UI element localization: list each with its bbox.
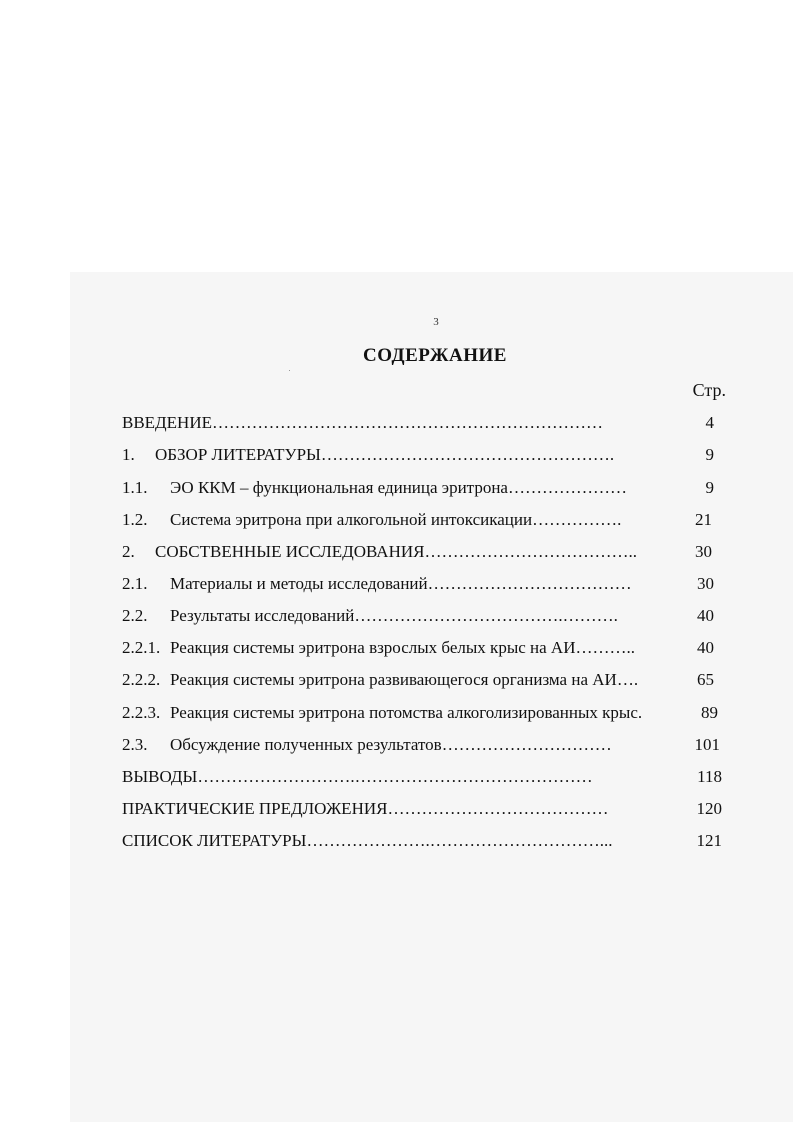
toc-entry-text — [122, 635, 635, 661]
toc-entry — [122, 700, 722, 726]
toc-entry — [122, 507, 722, 533]
toc-entry-dots: ……………………………….………. — [354, 606, 618, 625]
toc-entry-number: 2.2.1. — [122, 638, 161, 657]
toc-entry-dots: ……….. — [575, 638, 635, 657]
toc-entry-dots: ………………….…………………………... — [306, 831, 613, 850]
toc-entry-title: ВВЕДЕНИЕ — [122, 413, 212, 432]
toc-entry-title: ВЫВОДЫ — [122, 767, 198, 786]
toc-entry-page: 30 — [695, 542, 712, 561]
toc-entry-number: 1.2. — [122, 510, 148, 529]
toc-entry — [122, 410, 722, 436]
toc-entry-text — [122, 442, 614, 468]
page-number: 3 — [433, 316, 439, 328]
toc-entry-number: 2.2.3. — [122, 703, 161, 722]
toc-entry-page: 9 — [705, 478, 714, 497]
toc-entry — [122, 442, 722, 468]
toc-entry-text — [122, 571, 632, 597]
toc-entry-text — [122, 667, 638, 693]
toc-entry-title: Результаты исследований — [170, 606, 355, 625]
toc-entry-text — [122, 764, 593, 790]
toc-entry-dots: …. — [616, 670, 639, 689]
toc-entry-page: 89 — [701, 703, 718, 722]
toc-entry-title: Реакция системы эритрона потомства алкоголизированных крыс. — [170, 703, 643, 722]
toc-entry-page: 65 — [697, 670, 714, 689]
toc-entry-page: 30 — [697, 574, 714, 593]
toc-entry-number: 2.2. — [122, 606, 148, 625]
toc-entry-page: 9 — [705, 445, 714, 464]
toc-entry-page: 40 — [697, 606, 714, 625]
toc-entry-page: 120 — [696, 799, 722, 818]
toc-entry-text — [122, 507, 621, 533]
toc-entry-page: 118 — [697, 767, 722, 786]
toc-entry-text — [122, 796, 608, 822]
toc-entry-text — [122, 700, 642, 726]
toc-entry — [122, 796, 722, 822]
toc-entry — [122, 828, 722, 854]
toc-entry-title: ЭО ККМ – функциональная единица эритрона — [170, 478, 508, 497]
toc-entry-page: 121 — [696, 831, 722, 850]
toc-entry-number: 2.2.2. — [122, 670, 161, 689]
toc-entry-title: Реакция системы эритрона развивающегося организма на АИ — [170, 670, 617, 689]
toc-entry-text — [122, 410, 603, 436]
toc-entry-dots: …………………………………………………………… — [211, 413, 603, 432]
toc-entry — [122, 764, 722, 790]
toc-entry-number: 2.1. — [122, 574, 148, 593]
toc-entry-title: Реакция системы эритрона взрослых белых крыс на АИ — [170, 638, 576, 657]
toc-entry-dots: ……………………………….. — [424, 542, 637, 561]
toc-entry — [122, 667, 722, 693]
toc-entry-number: 2. — [122, 542, 135, 561]
toc-entry — [122, 571, 722, 597]
toc-entry-text — [122, 603, 618, 629]
toc-entry — [122, 732, 722, 758]
toc-entry — [122, 475, 722, 501]
toc-entry-dots: ………………………… — [441, 735, 612, 754]
toc-entry — [122, 603, 722, 629]
toc-entry-dots: ……………. — [532, 510, 622, 529]
toc-entry-number: 1.1. — [122, 478, 148, 497]
toc-entry-title: Материалы и методы исследований — [170, 574, 428, 593]
toc-entry-text — [122, 539, 637, 565]
toc-entry-number: 1. — [122, 445, 135, 464]
toc-entry — [122, 635, 722, 661]
toc-entry-dots: ……………………………… — [427, 574, 632, 593]
scan-speck — [289, 370, 290, 371]
toc-entry-dots: ……………………………………………. — [320, 445, 615, 464]
toc-entry-title: ОБЗОР ЛИТЕРАТУРЫ — [155, 445, 321, 464]
toc-entry-dots: ………………… — [507, 478, 627, 497]
page-column-label: Стр. — [692, 380, 726, 400]
toc-entry-page: 101 — [694, 735, 720, 754]
toc-entry — [122, 539, 722, 565]
toc-entry-title: ПРАКТИЧЕСКИЕ ПРЕДЛОЖЕНИЯ — [122, 799, 388, 818]
toc-entry-title: Система эритрона при алкогольной интоксикации — [170, 510, 533, 529]
toc-entry-title: Обсуждение полученных результатов — [170, 735, 442, 754]
toc-entry-page: 40 — [697, 638, 714, 657]
toc-entry-dots: ……………………….…………………………………… — [197, 767, 593, 786]
toc-entry-page: 4 — [705, 413, 714, 432]
toc-entry-title: СПИСОК ЛИТЕРАТУРЫ — [122, 831, 307, 850]
toc-entry-text — [122, 732, 612, 758]
toc-entry-page: 21 — [695, 510, 712, 529]
toc-entry-number: 2.3. — [122, 735, 148, 754]
page-title: СОДЕРЖАНИЕ — [363, 345, 507, 366]
toc-entry-text — [122, 475, 627, 501]
toc-entry-title: СОБСТВЕННЫЕ ИССЛЕДОВАНИЯ — [155, 542, 425, 561]
toc-entry-dots: ………………………………… — [387, 799, 609, 818]
toc-entry-text — [122, 828, 612, 854]
